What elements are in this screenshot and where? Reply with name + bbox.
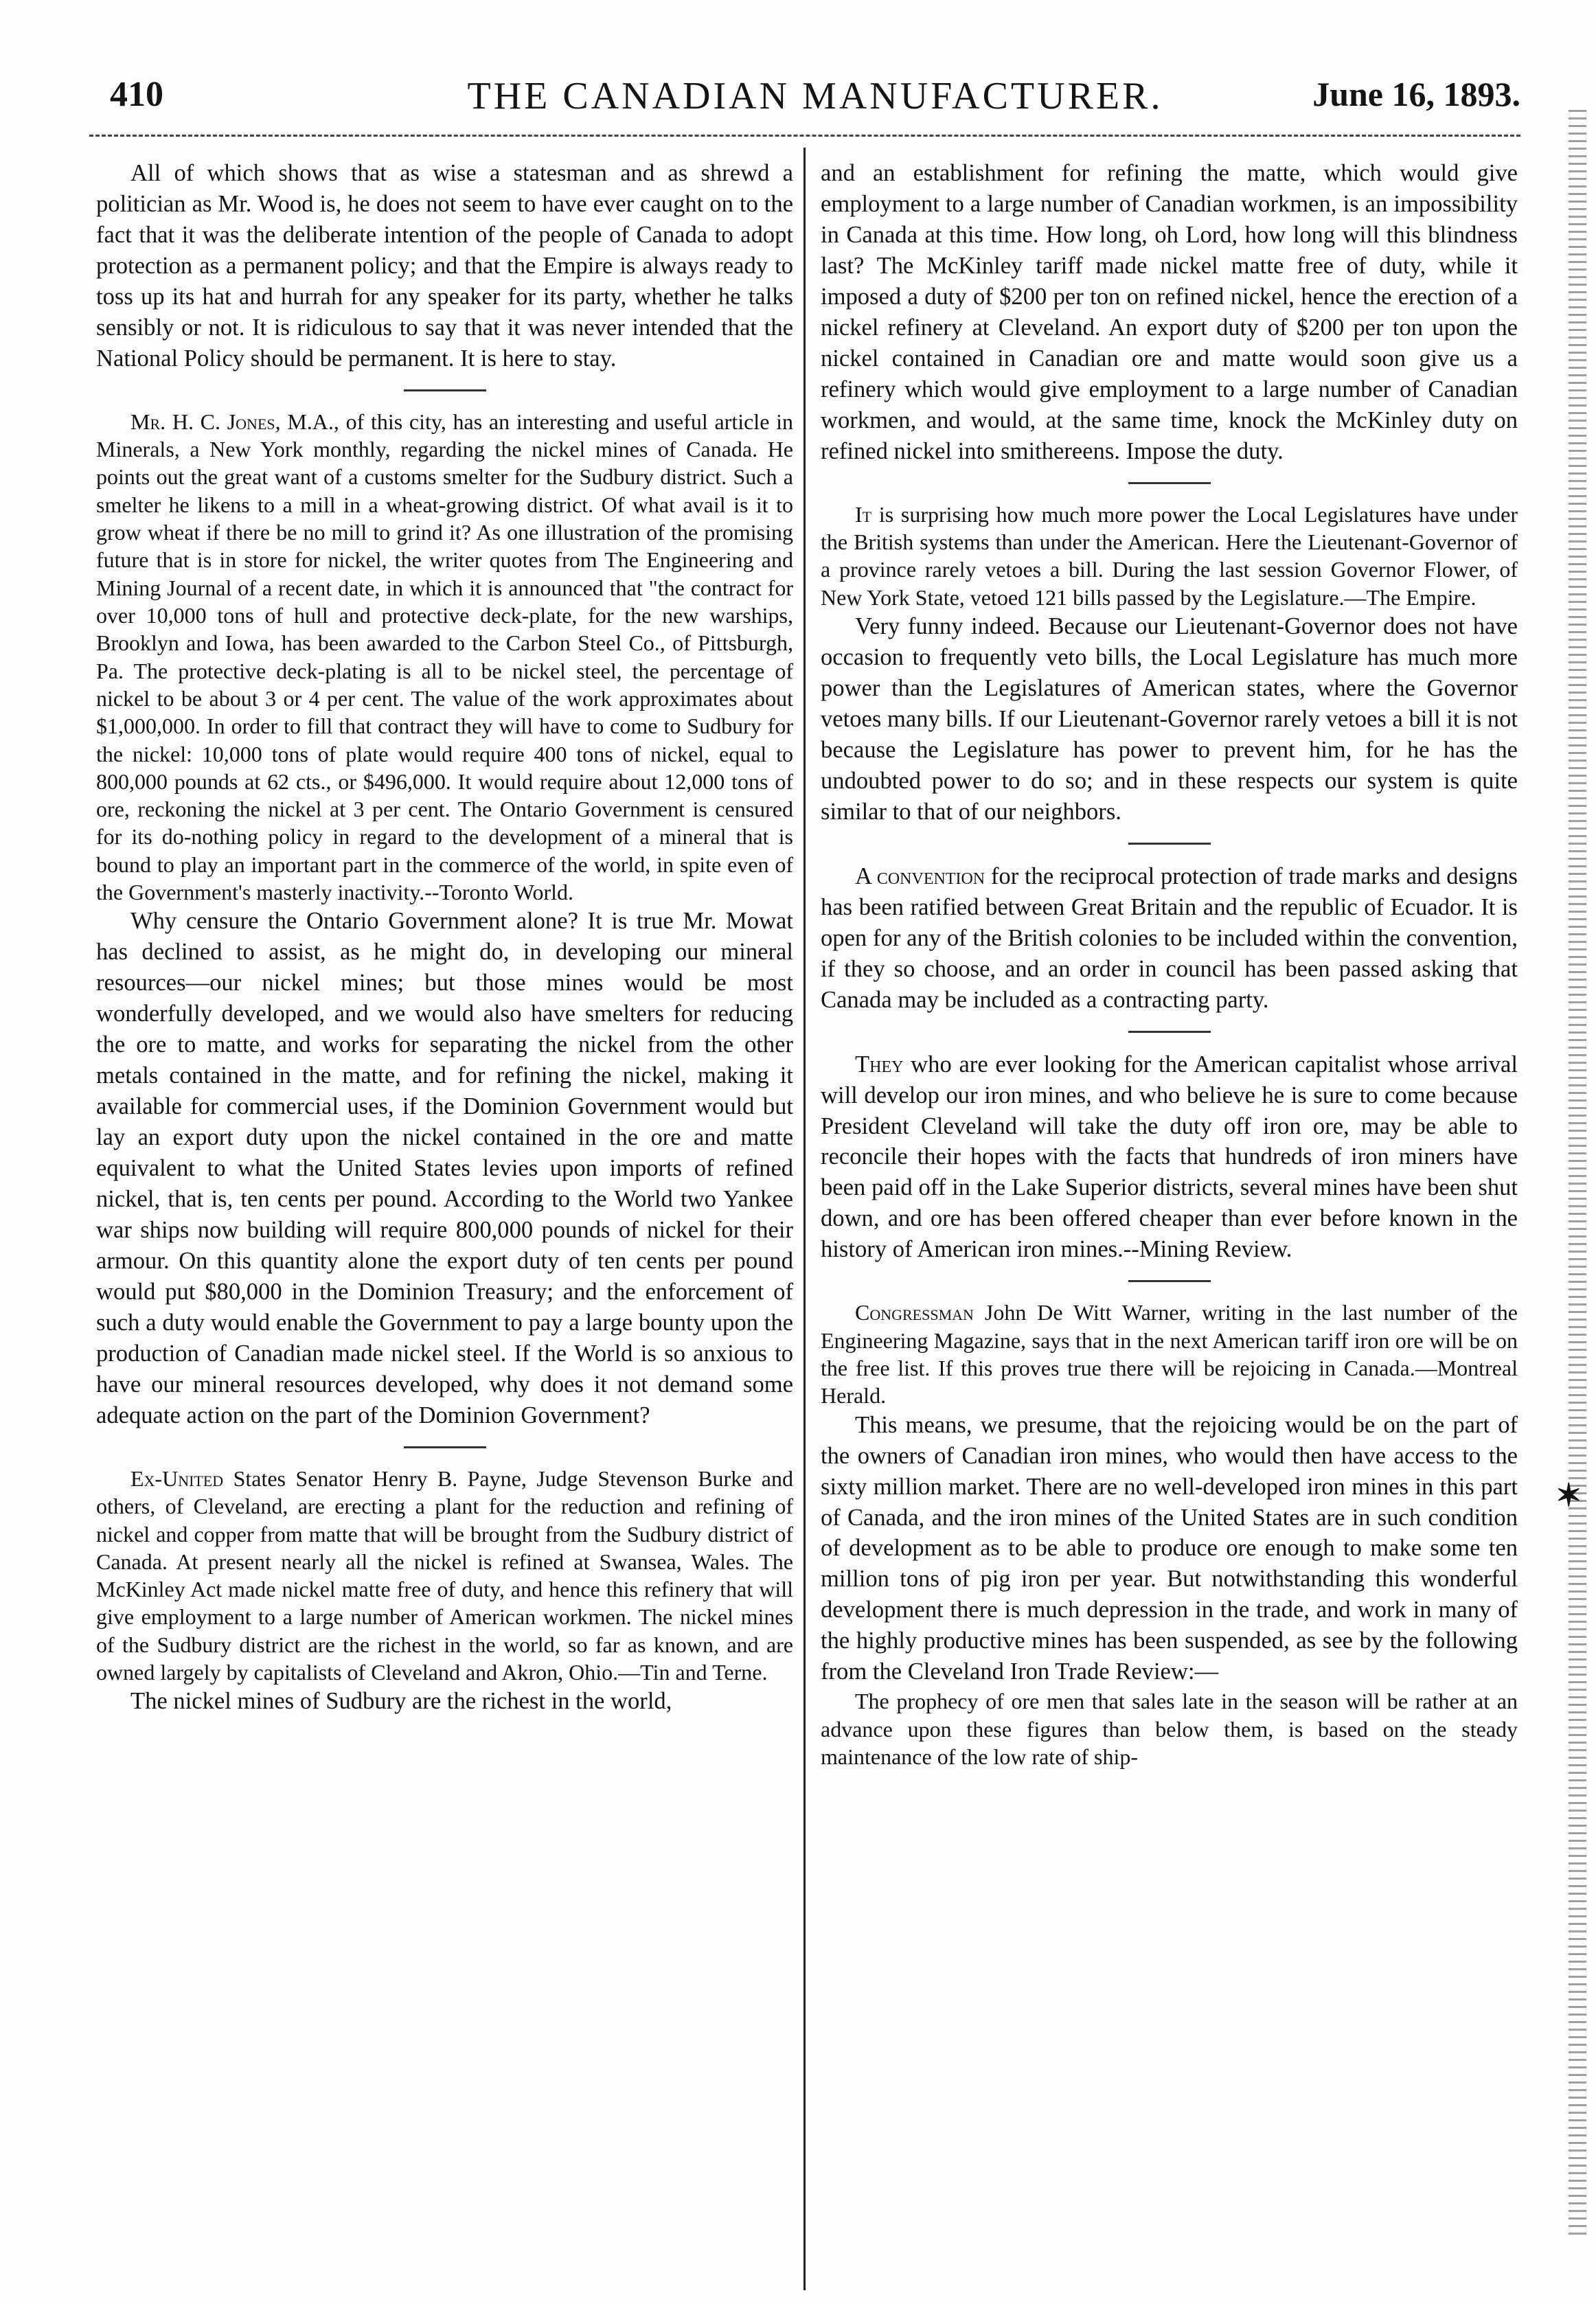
lead-in: A convention: [855, 863, 985, 889]
margin-mark: ✶: [1555, 1478, 1582, 1513]
article-separator: [1128, 843, 1211, 845]
left-column: [96, 158, 793, 1717]
paragraph: Very funny indeed. Because our Lieutenant-Governor does not have occasion to frequently veto bills, the Local Legislature has much more power than the Legislatures of American states, where the Governor vetoes many bills. If our Lieutenant-Governor rarely vetoes a bill it is not because the Legislature has power to prevent him, for he has the undoubted power to do so; and in these respects our system is quite similar to that of our neighbors.: [821, 613, 1518, 825]
article-separator: [1128, 482, 1211, 484]
article-separator: [1128, 1031, 1211, 1033]
paragraph: Ex-United States Senator Henry B. Payne, Judge Stevenson Burke and others, of Cleveland, are erecting a plant for the reduction and refining of nickel and copper from matte that will be brought from the Sudbury district of Canada. At present nearly all the nickel is refined at Swansea, Wales. The McKinley Act made nickel matte free of duty, and hence this refinery that will give employment to a large number of American workmen. The nickel mines of the Sudbury district are the richest in the world, so far as known, and are owned largely by capitalists of Cleveland and Akron, Ohio.—Tin and Terne.: [96, 1465, 793, 1685]
paragraph: A convention for the reciprocal protection of trade marks and designs has been ratified between Great Britain and the republic of Ecuador. It is open for any of the British colonies to be included within the convention, if they so choose, and an order in council has been passed asking that Canada may be included as a contracting party.: [821, 863, 1518, 1013]
paragraph: All of which shows that as wise a statesman and as shrewd a politician as Mr. Wood is, he does not seem to have ever caught on to the fact that it was the deliberate intention of the people of Canada to adopt protection as a permanent policy; and that the Empire is always ready to toss up its hat and hurrah for any speaker for its party, whether he talks sensibly or not. It is ridiculous to say that it was never intended that the National Policy should be permanent. It is here to stay.: [96, 160, 793, 372]
lead-in: Ex-United: [130, 1465, 224, 1491]
paragraph: The nickel mines of Sudbury are the richest in the world,: [130, 1688, 672, 1715]
lead-in: Mr. H. C. Jones,: [130, 409, 281, 434]
page-header: [110, 74, 1520, 129]
article-separator: [404, 389, 486, 391]
lead-in: It: [855, 501, 872, 527]
publication-title: THE CANADIAN MANUFACTURER.: [467, 75, 1163, 117]
paragraph: Congressman John De Witt Warner, writing in the last number of the Engineering Magazine, says that in the next American tariff iron ore will be on the free list. If this proves true there will be rejoicing in Canada.—Montreal Herald.: [821, 1300, 1518, 1408]
page-edge-texture: [1569, 110, 1586, 2239]
paragraph: They who are ever looking for the American capitalist whose arrival will develop our iron mines, and who believe he is sure to come because President Cleveland will take the duty off iron ore, may be able to reconcile their hopes with the facts that hundreds of iron miners have been paid off in the Lake Superior districts, several mines have been shut down, and ore has been offered cheaper than ever before known in the history of American iron mines.--Mining Review.: [821, 1051, 1518, 1263]
paragraph: This means, we presume, that the rejoicing would be on the part of the owners of Canadian iron mines, who would then have access to the sixty million market. There are no well-developed iron mines in this part of Canada, and the iron mines of the United States are in such condition of development as to be able to produce ore enough to make some ten million tons of pig iron per year. But notwithstanding this wonderful development there is much depression in the trade, and work in many of the highly productive mines has been suspended, as see by the following from the Cleveland Iron Trade Review:—: [821, 1411, 1518, 1685]
paragraph: Why censure the Ontario Government alone? It is true Mr. Mowat has declined to assist, as he might do, in developing our mineral resources—our nickel mines; but those mines would be most wonderfully developed, and we would also have smelters for reducing the ore to matte, and works for separating the nickel from the other metals contained in the matte, and for refining the nickel, making it available for commercial uses, if the Dominion Government would but lay an export duty upon the nickel contained in the ore and matte equivalent to what the United States levies upon imports of refined nickel, that is, ten cents per pound. According to the World two Yankee war ships now building will require 800,000 pounds of nickel for their armour. On this quantity alone the export duty of ten cents per pound would put $80,000 in the Dominion Treasury; and the enforcement of such a duty would enable the Government to pay a large bounty upon the production of Canadian made nickel steel. If the World is so anxious to have our mineral resources developed, why does it not demand some adequate action on the part of the Dominion Government?: [96, 908, 793, 1428]
page-number: 410: [110, 75, 163, 114]
paragraph: and an establishment for refining the matte, which would give employment to a large number of Canadian workmen, is an impossibility in Canada at this time. How long, oh Lord, how long will this blindness last? The McKinley tariff made nickel matte free of duty, while it imposed a duty of $200 per ton on refined nickel, hence the erection of a nickel refinery at Cleveland. An export duty of $200 per ton upon the nickel contained in Canadian ore and matte would soon give us a refinery which would give employment to a large number of Canadian workmen, and would, at the same time, knock the McKinley duty on refined nickel into smithereens. Impose the duty.: [821, 160, 1518, 464]
issue-date: June 16, 1893.: [1312, 75, 1520, 113]
lead-in: They: [855, 1051, 904, 1077]
column-divider: [803, 148, 806, 2290]
article-separator: [404, 1446, 486, 1448]
paragraph: It is surprising how much more power the Local Legislatures have under the British systems than under the American. Here the Lieutenant-Governor of a province rarely vetoes a bill. During the last session Governor Flower, of New York State, vetoed 121 bills passed by the Legislature.—The Empire.: [821, 501, 1518, 610]
lead-in: Congressman: [855, 1300, 974, 1325]
paragraph: Mr. H. C. Jones, M.A., of this city, has an interesting and useful article in Minerals, a New York monthly, regarding the nickel mines of Canada. He points out the great want of a customs smelter for the Sudbury district. Such a smelter he likens to a mill in a wheat-growing district. Of what avail is it to grow wheat if there be no mill to grind it? As one illustration of the promising future that is in store for nickel, the writer quotes from The Engineering and Mining Journal of a recent date, in which it is announced that "the contract for over 10,000 tons of hull and protective deck-plate, for the new warships, Brooklyn and Iowa, has been awarded to the Carbon Steel Co., of Pittsburgh, Pa. The protective deck-plating is all to be nickel steel, the percentage of nickel to be about 3 or 4 per cent. The value of the work approximates about $1,000,000. In order to fill that contract they will have to come to Sudbury for the nickel: 10,000 tons of plate would require 400 tons of nickel, equal to 800,000 pounds at 62 cts., or $496,000. It would require about 12,000 tons of ore, reckoning the nickel at 3 per cent. The Ontario Government is censured for its do-nothing policy in regard to the development of a mineral that is bound to play an important part in the commerce of the world, in spite even of the Government's masterly inactivity.--Toronto World.: [96, 409, 794, 905]
article-separator: [1128, 1280, 1211, 1282]
right-column: [821, 158, 1518, 1770]
paragraph: The prophecy of ore men that sales late in the season will be rather at an advance upon these figures than below them, is based on the steady maintenance of the low rate of ship-: [821, 1689, 1518, 1769]
header-rule: [89, 135, 1520, 137]
